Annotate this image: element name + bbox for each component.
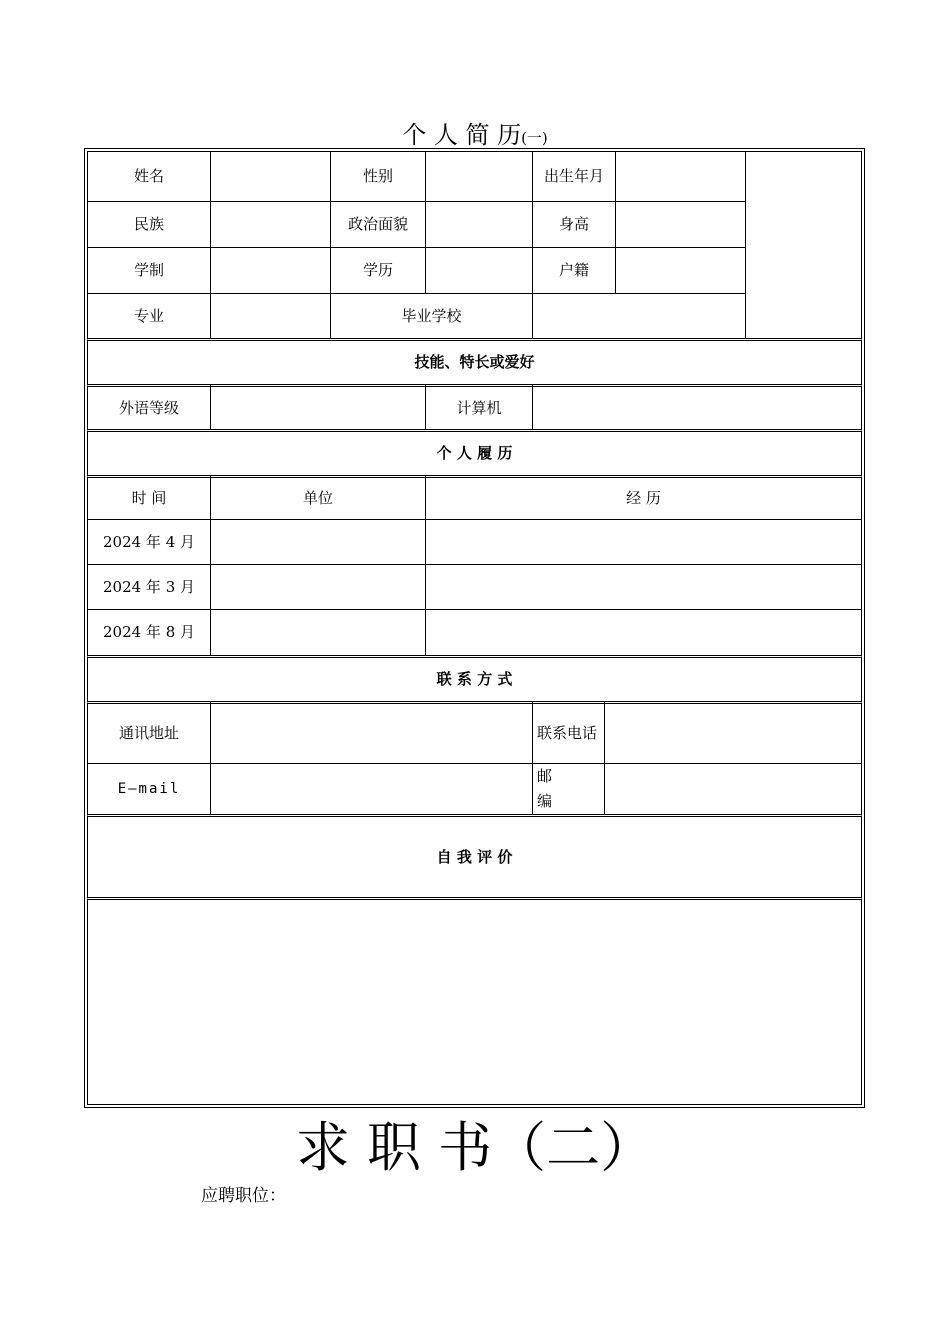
label-gender: 性别 (330, 151, 426, 202)
history-row-2-time: 2024 年 3 月 (87, 564, 211, 610)
section-contact-heading: 联 系 方 式 (87, 655, 862, 702)
position-label: 应聘职位： (201, 1186, 286, 1206)
label-school: 毕业学校 (330, 293, 533, 339)
history-col-unit: 单位 (210, 475, 426, 520)
value-duration[interactable] (210, 247, 331, 294)
value-height[interactable] (615, 201, 746, 248)
value-phone[interactable] (604, 701, 862, 764)
label-computer: 计算机 (425, 384, 533, 430)
value-computer[interactable] (532, 384, 862, 430)
history-row-1-unit[interactable] (210, 519, 426, 565)
label-email: E—mail (87, 763, 211, 815)
history-col-experience: 经 历 (425, 475, 862, 520)
label-postcode: 邮编 (532, 763, 605, 815)
value-name[interactable] (210, 151, 331, 202)
history-row-3-time: 2024 年 8 月 (87, 609, 211, 656)
section-skills-heading: 技能、特长或爱好 (87, 338, 862, 385)
value-school[interactable] (532, 293, 746, 339)
value-language[interactable] (210, 384, 426, 430)
label-major: 专业 (87, 293, 211, 339)
value-ethnicity[interactable] (210, 201, 331, 248)
cover-title: 求 职 书（二） (295, 1116, 655, 1179)
label-address: 通讯地址 (87, 701, 211, 764)
value-address[interactable] (210, 701, 533, 764)
resume-table (87, 151, 862, 1105)
history-row-1-experience[interactable] (425, 519, 862, 565)
value-hukou[interactable] (615, 247, 746, 294)
page-title-suffix: (一) (521, 129, 548, 147)
label-height: 身高 (532, 201, 616, 248)
value-education[interactable] (425, 247, 533, 294)
label-education: 学历 (330, 247, 426, 294)
photo-box[interactable] (745, 151, 862, 339)
value-gender[interactable] (425, 151, 533, 202)
value-birth[interactable] (615, 151, 746, 202)
label-phone: 联系电话 (532, 701, 605, 764)
label-hukou: 户籍 (532, 247, 616, 294)
label-name: 姓名 (87, 151, 211, 202)
label-duration: 学制 (87, 247, 211, 294)
section-self-eval-heading: 自 我 评 价 (87, 814, 862, 898)
history-row-2-unit[interactable] (210, 564, 426, 610)
value-email[interactable] (210, 763, 533, 815)
label-politics: 政治面貌 (330, 201, 426, 248)
value-politics[interactable] (425, 201, 533, 248)
value-postcode[interactable] (604, 763, 862, 815)
self-eval-body[interactable] (87, 897, 862, 1105)
history-row-3-experience[interactable] (425, 609, 862, 656)
section-history-heading: 个 人 履 历 (87, 429, 862, 476)
page-title-main: 个 人 简 历 (402, 121, 522, 149)
value-major[interactable] (210, 293, 331, 339)
history-row-1-time: 2024 年 4 月 (87, 519, 211, 565)
label-birth: 出生年月 (532, 151, 616, 202)
history-row-3-unit[interactable] (210, 609, 426, 656)
history-col-time: 时 间 (87, 475, 211, 520)
label-language: 外语等级 (87, 384, 211, 430)
label-ethnicity: 民族 (87, 201, 211, 248)
history-row-2-experience[interactable] (425, 564, 862, 610)
